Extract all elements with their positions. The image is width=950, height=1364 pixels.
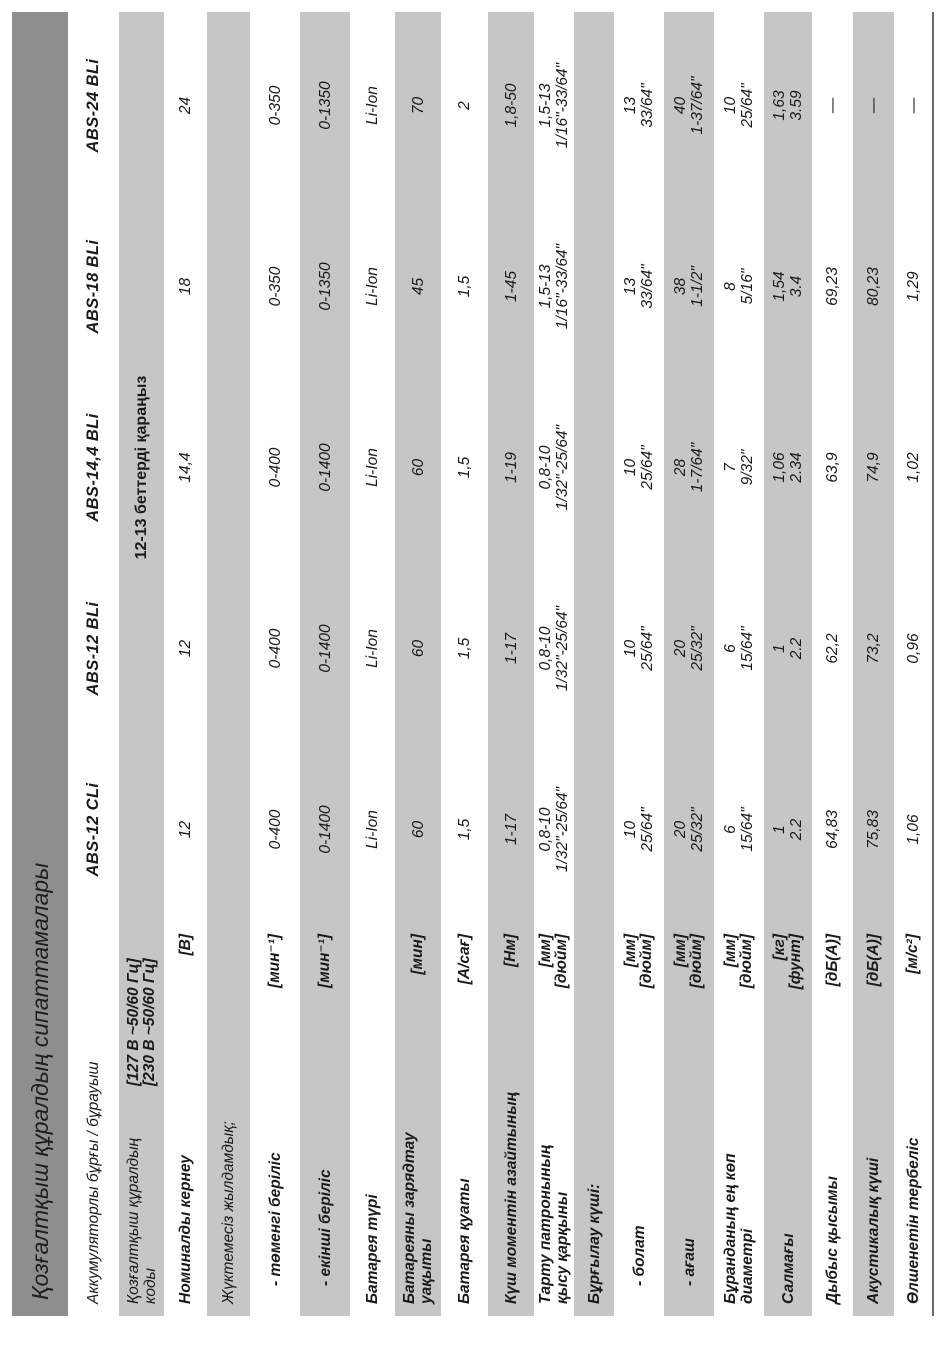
- table-cell: 1 2.2: [771, 637, 805, 660]
- table-cell: 0-1400: [316, 624, 334, 673]
- table-row: [395, 12, 441, 1316]
- header-row: [68, 12, 119, 1316]
- table-row: [250, 12, 300, 1316]
- table-row: [207, 12, 250, 1316]
- table-cell: —: [824, 97, 841, 114]
- row-unit: [дБ(А)]: [823, 934, 841, 987]
- table-cell: 14,4: [177, 452, 194, 483]
- model-header: ABS-24 BLi: [84, 58, 102, 153]
- row-unit: [Нм]: [502, 934, 519, 967]
- model-header: ABS-14,4 BLi: [84, 413, 102, 522]
- table-cell: 0-1350: [316, 81, 334, 130]
- table-cell: 70: [409, 96, 427, 115]
- table-cell: 28 1-7/64": [672, 442, 706, 493]
- table-row: [350, 12, 395, 1316]
- row-label: Тарту патронының қысу қарқыны: [537, 1144, 571, 1304]
- row-unit: [мин⁻¹]: [316, 934, 333, 988]
- table-cell: 10 25/64": [722, 83, 756, 128]
- row-unit: [127 В ~50/60 Гц] [230 В ~50/60 Гц]: [124, 958, 158, 1086]
- table-cell: 13 33/64": [622, 83, 656, 128]
- model-header: ABS-12 CLi: [84, 782, 102, 877]
- row-unit: [мм] [дюйм]: [722, 934, 755, 989]
- table-cell: 69,23: [824, 267, 841, 306]
- table-row: [164, 12, 207, 1316]
- table-row: [853, 12, 894, 1316]
- row-label: Күш моментін азайтының: [502, 1092, 520, 1304]
- table-row: [488, 12, 534, 1316]
- table-cell: 10 25/64": [622, 807, 656, 852]
- table-cell: 1-17: [502, 813, 520, 846]
- table-row: [764, 12, 812, 1316]
- row-label: - төменгі беріліс: [266, 1152, 284, 1286]
- row-label: Акустикалық күші: [865, 1157, 882, 1304]
- table-cell: 0,8-10 1/32"-25/64": [537, 605, 571, 692]
- table-cell: 0-1400: [316, 805, 334, 854]
- row-unit: [мм] [дюйм]: [537, 934, 570, 989]
- table-cell: 20 25/32": [672, 807, 706, 852]
- row-unit: [м/с²]: [904, 934, 921, 974]
- table-cell: 73,2: [865, 633, 882, 664]
- table-cell: Li-Ion: [364, 267, 381, 306]
- table-cell: 1,06 2.34: [771, 452, 805, 483]
- row-label: Өлшенетін тербеліс: [904, 1137, 922, 1304]
- table-cell: 10 25/64": [622, 445, 656, 490]
- row-label: Салмағы: [779, 1233, 797, 1304]
- table-cell: 60: [409, 639, 427, 658]
- header-label: Аккумуляторлы бұрғы / бұрауыш: [85, 1061, 102, 1304]
- model-header: ABS-18 BLi: [84, 239, 102, 334]
- row-label: Дыбыс қысымы: [824, 1176, 841, 1304]
- table-cell: 1-45: [502, 270, 520, 303]
- table-row: [812, 12, 853, 1316]
- bottom-divider: [932, 12, 934, 1316]
- table-cell: 1,29: [904, 271, 922, 302]
- table-cell: 1,5-13 1/16"-33/64": [537, 62, 571, 149]
- table-cell: 1,5: [456, 456, 473, 479]
- table-cell: 75,83: [865, 810, 882, 849]
- model-header: ABS-12 BLi: [84, 601, 102, 696]
- table-cell: 0-350: [266, 85, 284, 126]
- row-unit: [В]: [176, 934, 194, 956]
- table-cell: 0-400: [266, 809, 284, 850]
- table-cell: 1,8-50: [502, 83, 520, 128]
- spec-table: [12, 12, 934, 1316]
- table-cell: 1,54 3.4: [771, 271, 805, 302]
- motor-code-note: 12-13 беттерді қараңыз: [132, 375, 150, 560]
- table-cell: 80,23: [865, 267, 882, 306]
- row-label: Бұрғылау күші:: [585, 1183, 603, 1304]
- table-cell: 0,8-10 1/32"-25/64": [537, 786, 571, 873]
- row-label: Бұранданың ең көп диаметрі: [722, 1153, 756, 1304]
- table-row: [664, 12, 714, 1316]
- row-label: Батарея қуаты: [456, 1178, 473, 1304]
- table-cell: —: [865, 97, 882, 114]
- table-cell: 45: [409, 277, 427, 296]
- table-row: [714, 12, 764, 1316]
- table-cell: 63,9: [824, 452, 841, 483]
- table-cell: 1-19: [502, 451, 520, 484]
- table-row: [441, 12, 488, 1316]
- table-cell: 0-1400: [316, 443, 334, 492]
- row-unit: [мин]: [409, 934, 426, 975]
- table-cell: 2: [456, 101, 473, 110]
- table-cell: 7 9/32": [722, 449, 756, 486]
- table-cell: 6 15/64": [722, 626, 756, 671]
- table-cell: 64,83: [824, 810, 841, 849]
- table-cell: 0,96: [904, 633, 922, 664]
- table-cell: 8 5/16": [722, 268, 756, 305]
- table-cell: 0-400: [266, 628, 284, 669]
- table-cell: 6 15/64": [722, 807, 756, 852]
- table-cell: 62,2: [824, 633, 841, 664]
- table-cell: Li-Ion: [364, 810, 381, 849]
- table-cell: Li-Ion: [364, 629, 381, 668]
- row-unit: [кг] [фунт]: [771, 934, 804, 990]
- row-unit: [мм] [дюйм]: [672, 934, 705, 989]
- table-title: Қозғалтқыш құралдың сипаттамалары: [12, 12, 68, 1316]
- table-cell: 12: [177, 639, 194, 658]
- table-cell: 18: [177, 277, 194, 296]
- row-label: Жүктемесіз жылдамдық;: [220, 1121, 237, 1304]
- table-cell: 20 25/32": [672, 626, 706, 671]
- table-cell: 24: [177, 96, 194, 115]
- table-cell: 1,63 3.59: [771, 90, 805, 121]
- table-cell: 1,06: [904, 814, 922, 845]
- table-cell: 40 1-37/64": [672, 76, 706, 135]
- table-cell: 0-350: [266, 266, 284, 307]
- table-row: [300, 12, 350, 1316]
- table-cell: Li-Ion: [364, 448, 381, 487]
- table-row: [894, 12, 932, 1316]
- table-cell: 1,5: [456, 818, 473, 841]
- table-cell: 1,02: [904, 452, 922, 483]
- row-label: - екінші беріліс: [316, 1169, 334, 1286]
- motor-code-row: [119, 12, 164, 1316]
- table-cell: 60: [409, 820, 427, 839]
- table-cell: 0,8-10 1/32"-25/64": [537, 424, 571, 511]
- table-cell: 0-400: [266, 447, 284, 488]
- table-cell: 38 1-1/2": [672, 266, 706, 307]
- table-row: [534, 12, 574, 1316]
- row-label: Қозғалтқыш құралдың коды: [124, 1137, 159, 1304]
- row-unit: [А/сағ]: [455, 934, 473, 985]
- table-cell: 1,5: [456, 275, 473, 298]
- table-cell: 1,5: [456, 637, 473, 660]
- table-cell: 1 2.2: [771, 818, 805, 841]
- row-unit: [дБ(А)]: [864, 934, 882, 987]
- table-row: [574, 12, 614, 1316]
- table-cell: 10 25/64": [622, 626, 656, 671]
- row-label: Номиналды кернеу: [177, 1155, 194, 1304]
- table-cell: —: [904, 97, 922, 114]
- row-label: Батареяны зарядтау уақыты: [401, 1132, 435, 1304]
- table-cell: 13 33/64": [622, 264, 656, 309]
- row-unit: [мм] [дюйм]: [622, 934, 655, 989]
- row-label: - ағаш: [680, 1238, 698, 1286]
- table-row: [614, 12, 664, 1316]
- row-label: Батарея түрі: [364, 1194, 381, 1304]
- table-cell: 1,5-13 1/16"-33/64": [537, 243, 571, 330]
- table-cell: 74,9: [865, 452, 882, 483]
- table-cell: 60: [409, 458, 427, 477]
- row-unit: [мин⁻¹]: [266, 934, 283, 988]
- table-cell: Li-Ion: [364, 86, 381, 125]
- table-cell: 1-17: [502, 632, 520, 665]
- table-cell: 0-1350: [316, 262, 334, 311]
- table-cell: 12: [177, 820, 194, 839]
- row-label: - болат: [630, 1225, 648, 1286]
